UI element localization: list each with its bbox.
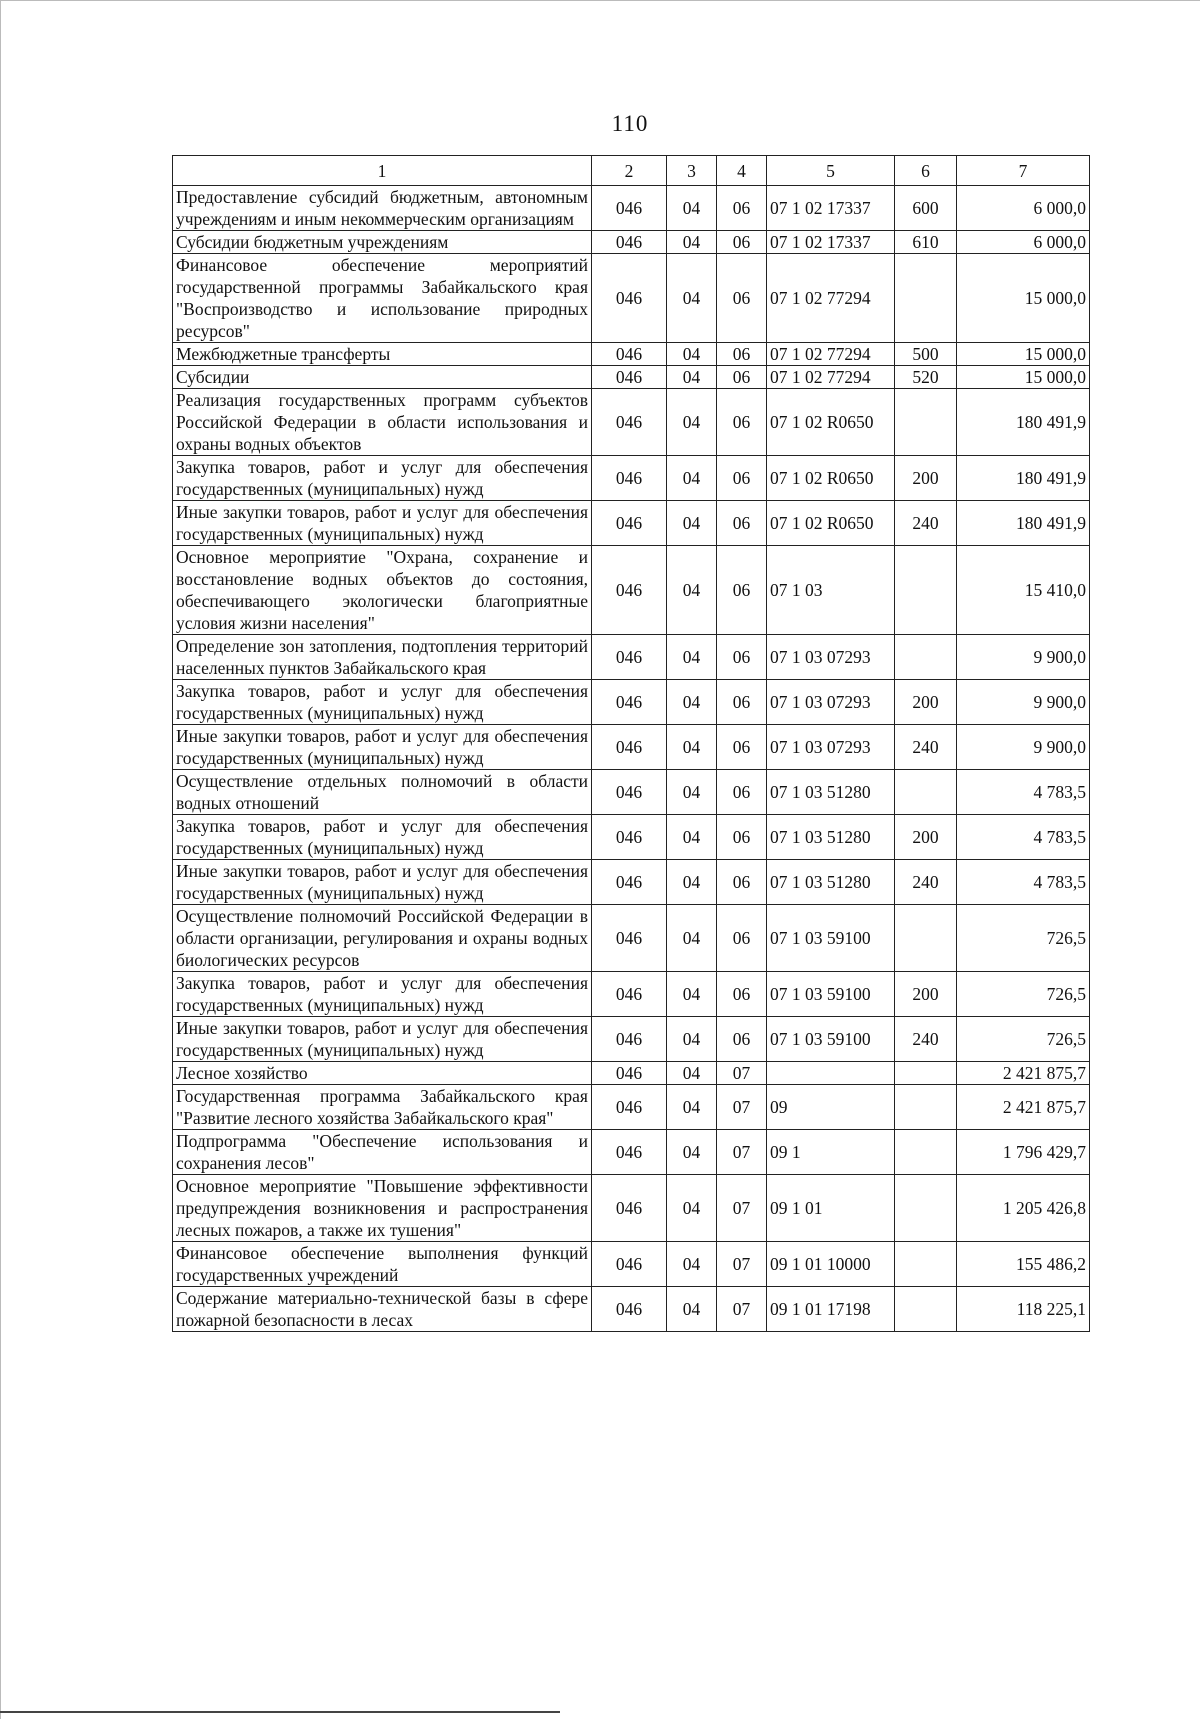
table-body: [173, 186, 1090, 1332]
target-article-cell: 07 1 02 17337: [767, 231, 895, 254]
target-article-cell: 07 1 02 77294: [767, 254, 895, 343]
amount-cell: 4 783,5: [957, 815, 1090, 860]
column-header: 1: [173, 156, 592, 186]
target-article-cell: 09: [767, 1085, 895, 1130]
row-name-cell: Закупка товаров, работ и услуг для обеспечения государственных (муниципальных) нужд: [173, 972, 592, 1017]
section-code-cell: 04: [667, 1242, 717, 1287]
expense-type-cell: 200: [895, 680, 957, 725]
section-code-cell: 04: [667, 231, 717, 254]
subsection-code-cell: 06: [717, 770, 767, 815]
section-code-cell: 04: [667, 389, 717, 456]
scan-edge-bottom: [0, 1711, 560, 1713]
table-row: [173, 972, 1090, 1017]
row-name-cell: Субсидии: [173, 366, 592, 389]
amount-cell: 15 000,0: [957, 254, 1090, 343]
table-row: [173, 1062, 1090, 1085]
target-article-cell: 07 1 03 59100: [767, 972, 895, 1017]
expense-type-cell: [895, 546, 957, 635]
row-name-cell: Осуществление отдельных полномочий в области водных отношений: [173, 770, 592, 815]
amount-cell: 4 783,5: [957, 770, 1090, 815]
target-article-cell: 07 1 02 R0650: [767, 456, 895, 501]
expense-type-cell: [895, 770, 957, 815]
row-name-cell: Определение зон затопления, подтопления территорий населенных пунктов Забайкальского края: [173, 635, 592, 680]
expense-type-cell: 240: [895, 501, 957, 546]
row-name-cell: Основное мероприятие "Охрана, сохранение и восстановление водных объектов до состояния, обеспечивающего экологически благоприятные условия жизни населения": [173, 546, 592, 635]
row-name-cell: Межбюджетные трансферты: [173, 343, 592, 366]
table-row: [173, 905, 1090, 972]
amount-cell: 15 410,0: [957, 546, 1090, 635]
admin-code-cell: 046: [592, 1062, 667, 1085]
target-article-cell: 07 1 03 07293: [767, 725, 895, 770]
admin-code-cell: 046: [592, 186, 667, 231]
admin-code-cell: 046: [592, 770, 667, 815]
target-article-cell: 07 1 02 77294: [767, 343, 895, 366]
admin-code-cell: 046: [592, 254, 667, 343]
section-code-cell: 04: [667, 635, 717, 680]
subsection-code-cell: 06: [717, 680, 767, 725]
admin-code-cell: 046: [592, 546, 667, 635]
section-code-cell: 04: [667, 186, 717, 231]
table-row: [173, 635, 1090, 680]
row-name-cell: Закупка товаров, работ и услуг для обеспечения государственных (муниципальных) нужд: [173, 815, 592, 860]
admin-code-cell: 046: [592, 1242, 667, 1287]
row-name-cell: Основное мероприятие "Повышение эффективности предупреждения возникновения и распространения лесных пожаров, а также их тушения": [173, 1175, 592, 1242]
amount-cell: 9 900,0: [957, 680, 1090, 725]
page-number: 110: [611, 111, 649, 136]
row-name-cell: Реализация государственных программ субъектов Российской Федерации в области использования и охраны водных объектов: [173, 389, 592, 456]
target-article-cell: 09 1 01 17198: [767, 1287, 895, 1332]
amount-cell: 1 205 426,8: [957, 1175, 1090, 1242]
section-code-cell: 04: [667, 501, 717, 546]
amount-cell: 6 000,0: [957, 231, 1090, 254]
table-header-row: [173, 156, 1090, 186]
expense-type-cell: [895, 635, 957, 680]
target-article-cell: 07 1 03 59100: [767, 1017, 895, 1062]
row-name-cell: Закупка товаров, работ и услуг для обеспечения государственных (муниципальных) нужд: [173, 456, 592, 501]
subsection-code-cell: 06: [717, 1017, 767, 1062]
section-code-cell: 04: [667, 1287, 717, 1332]
table-row: [173, 389, 1090, 456]
expense-type-cell: [895, 1287, 957, 1332]
row-name-cell: Закупка товаров, работ и услуг для обеспечения государственных (муниципальных) нужд: [173, 680, 592, 725]
row-name-cell: Подпрограмма "Обеспечение использования и сохранения лесов": [173, 1130, 592, 1175]
subsection-code-cell: 07: [717, 1287, 767, 1332]
section-code-cell: 04: [667, 770, 717, 815]
row-name-cell: Субсидии бюджетным учреждениям: [173, 231, 592, 254]
row-name-cell: Государственная программа Забайкальского края "Развитие лесного хозяйства Забайкальского края": [173, 1085, 592, 1130]
expense-type-cell: [895, 1062, 957, 1085]
admin-code-cell: 046: [592, 389, 667, 456]
amount-cell: 726,5: [957, 972, 1090, 1017]
amount-cell: 180 491,9: [957, 501, 1090, 546]
section-code-cell: 04: [667, 1130, 717, 1175]
row-name-cell: Предоставление субсидий бюджетным, автономным учреждениям и иным некоммерческим организациям: [173, 186, 592, 231]
section-code-cell: 04: [667, 456, 717, 501]
expense-type-cell: 240: [895, 860, 957, 905]
subsection-code-cell: 07: [717, 1085, 767, 1130]
target-article-cell: 09 1: [767, 1130, 895, 1175]
amount-cell: 6 000,0: [957, 186, 1090, 231]
amount-cell: 2 421 875,7: [957, 1085, 1090, 1130]
column-header: 6: [895, 156, 957, 186]
section-code-cell: 04: [667, 1017, 717, 1062]
expense-type-cell: [895, 389, 957, 456]
section-code-cell: 04: [667, 860, 717, 905]
expense-type-cell: [895, 1175, 957, 1242]
section-code-cell: 04: [667, 366, 717, 389]
expense-type-cell: [895, 1130, 957, 1175]
expense-type-cell: 240: [895, 1017, 957, 1062]
amount-cell: 1 796 429,7: [957, 1130, 1090, 1175]
target-article-cell: 07 1 02 R0650: [767, 389, 895, 456]
subsection-code-cell: 06: [717, 860, 767, 905]
expense-type-cell: 600: [895, 186, 957, 231]
admin-code-cell: 046: [592, 456, 667, 501]
table-row: [173, 1175, 1090, 1242]
section-code-cell: 04: [667, 1175, 717, 1242]
expense-type-cell: [895, 905, 957, 972]
expense-type-cell: 500: [895, 343, 957, 366]
row-name-cell: Иные закупки товаров, работ и услуг для обеспечения государственных (муниципальных) нужд: [173, 725, 592, 770]
table-row: [173, 1287, 1090, 1332]
admin-code-cell: 046: [592, 1287, 667, 1332]
subsection-code-cell: 06: [717, 186, 767, 231]
subsection-code-cell: 07: [717, 1175, 767, 1242]
admin-code-cell: 046: [592, 1085, 667, 1130]
admin-code-cell: 046: [592, 725, 667, 770]
target-article-cell: [767, 1062, 895, 1085]
amount-cell: 15 000,0: [957, 343, 1090, 366]
admin-code-cell: 046: [592, 680, 667, 725]
row-name-cell: Содержание материально-технической базы в сфере пожарной безопасности в лесах: [173, 1287, 592, 1332]
scan-edge-left: [0, 0, 1, 1719]
table-row: [173, 770, 1090, 815]
subsection-code-cell: 06: [717, 343, 767, 366]
row-name-cell: Финансовое обеспечение выполнения функций государственных учреждений: [173, 1242, 592, 1287]
target-article-cell: 07 1 03 51280: [767, 815, 895, 860]
subsection-code-cell: 06: [717, 254, 767, 343]
section-code-cell: 04: [667, 680, 717, 725]
table-row: [173, 815, 1090, 860]
subsection-code-cell: 06: [717, 231, 767, 254]
column-header: 4: [717, 156, 767, 186]
subsection-code-cell: 06: [717, 725, 767, 770]
table-row: [173, 456, 1090, 501]
table-row: [173, 725, 1090, 770]
row-name-cell: Финансовое обеспечение мероприятий государственной программы Забайкальского края "Воспроизводство и использование природных ресурсов": [173, 254, 592, 343]
amount-cell: 726,5: [957, 1017, 1090, 1062]
table-row: [173, 231, 1090, 254]
expense-type-cell: [895, 1242, 957, 1287]
target-article-cell: 07 1 03 07293: [767, 635, 895, 680]
subsection-code-cell: 07: [717, 1242, 767, 1287]
amount-cell: 180 491,9: [957, 456, 1090, 501]
table-row: [173, 343, 1090, 366]
subsection-code-cell: 06: [717, 905, 767, 972]
amount-cell: 15 000,0: [957, 366, 1090, 389]
amount-cell: 9 900,0: [957, 725, 1090, 770]
row-name-cell: Осуществление полномочий Российской Федерации в области организации, регулирования и охраны водных биологических ресурсов: [173, 905, 592, 972]
target-article-cell: 07 1 03 07293: [767, 680, 895, 725]
admin-code-cell: 046: [592, 343, 667, 366]
expense-type-cell: 200: [895, 815, 957, 860]
admin-code-cell: 046: [592, 635, 667, 680]
subsection-code-cell: 06: [717, 546, 767, 635]
row-name-cell: Иные закупки товаров, работ и услуг для обеспечения государственных (муниципальных) нужд: [173, 501, 592, 546]
column-header: 5: [767, 156, 895, 186]
subsection-code-cell: 06: [717, 972, 767, 1017]
subsection-code-cell: 07: [717, 1130, 767, 1175]
amount-cell: 726,5: [957, 905, 1090, 972]
section-code-cell: 04: [667, 972, 717, 1017]
section-code-cell: 04: [667, 254, 717, 343]
expense-type-cell: 610: [895, 231, 957, 254]
table-row: [173, 501, 1090, 546]
expense-type-cell: [895, 254, 957, 343]
table-row: [173, 680, 1090, 725]
target-article-cell: 07 1 03 59100: [767, 905, 895, 972]
scan-edge-top: [0, 0, 1200, 1]
amount-cell: 155 486,2: [957, 1242, 1090, 1287]
expense-type-cell: [895, 1085, 957, 1130]
amount-cell: 118 225,1: [957, 1287, 1090, 1332]
section-code-cell: 04: [667, 725, 717, 770]
table-row: [173, 1017, 1090, 1062]
column-header: 7: [957, 156, 1090, 186]
table-row: [173, 860, 1090, 905]
admin-code-cell: 046: [592, 905, 667, 972]
amount-cell: 180 491,9: [957, 389, 1090, 456]
target-article-cell: 07 1 02 17337: [767, 186, 895, 231]
table-row: [173, 366, 1090, 389]
budget-table: [172, 155, 1090, 1332]
table-row: [173, 1130, 1090, 1175]
target-article-cell: 09 1 01: [767, 1175, 895, 1242]
expense-type-cell: 200: [895, 456, 957, 501]
amount-cell: 2 421 875,7: [957, 1062, 1090, 1085]
section-code-cell: 04: [667, 1085, 717, 1130]
table-row: [173, 254, 1090, 343]
admin-code-cell: 046: [592, 1017, 667, 1062]
admin-code-cell: 046: [592, 1175, 667, 1242]
row-name-cell: Иные закупки товаров, работ и услуг для обеспечения государственных (муниципальных) нужд: [173, 1017, 592, 1062]
target-article-cell: 07 1 02 R0650: [767, 501, 895, 546]
subsection-code-cell: 06: [717, 456, 767, 501]
column-header: 2: [592, 156, 667, 186]
section-code-cell: 04: [667, 905, 717, 972]
amount-cell: 9 900,0: [957, 635, 1090, 680]
target-article-cell: 07 1 03: [767, 546, 895, 635]
admin-code-cell: 046: [592, 1130, 667, 1175]
row-name-cell: Иные закупки товаров, работ и услуг для обеспечения государственных (муниципальных) нужд: [173, 860, 592, 905]
section-code-cell: 04: [667, 1062, 717, 1085]
amount-cell: 4 783,5: [957, 860, 1090, 905]
target-article-cell: 07 1 02 77294: [767, 366, 895, 389]
subsection-code-cell: 06: [717, 501, 767, 546]
section-code-cell: 04: [667, 815, 717, 860]
table-row: [173, 186, 1090, 231]
table-row: [173, 1242, 1090, 1287]
column-header: 3: [667, 156, 717, 186]
subsection-code-cell: 07: [717, 1062, 767, 1085]
admin-code-cell: 046: [592, 366, 667, 389]
section-code-cell: 04: [667, 546, 717, 635]
subsection-code-cell: 06: [717, 815, 767, 860]
admin-code-cell: 046: [592, 972, 667, 1017]
expense-type-cell: 200: [895, 972, 957, 1017]
target-article-cell: 07 1 03 51280: [767, 770, 895, 815]
admin-code-cell: 046: [592, 501, 667, 546]
table-row: [173, 546, 1090, 635]
subsection-code-cell: 06: [717, 366, 767, 389]
table-row: [173, 1085, 1090, 1130]
admin-code-cell: 046: [592, 815, 667, 860]
admin-code-cell: 046: [592, 231, 667, 254]
subsection-code-cell: 06: [717, 635, 767, 680]
expense-type-cell: 240: [895, 725, 957, 770]
admin-code-cell: 046: [592, 860, 667, 905]
section-code-cell: 04: [667, 343, 717, 366]
target-article-cell: 07 1 03 51280: [767, 860, 895, 905]
target-article-cell: 09 1 01 10000: [767, 1242, 895, 1287]
expense-type-cell: 520: [895, 366, 957, 389]
subsection-code-cell: 06: [717, 389, 767, 456]
row-name-cell: Лесное хозяйство: [173, 1062, 592, 1085]
